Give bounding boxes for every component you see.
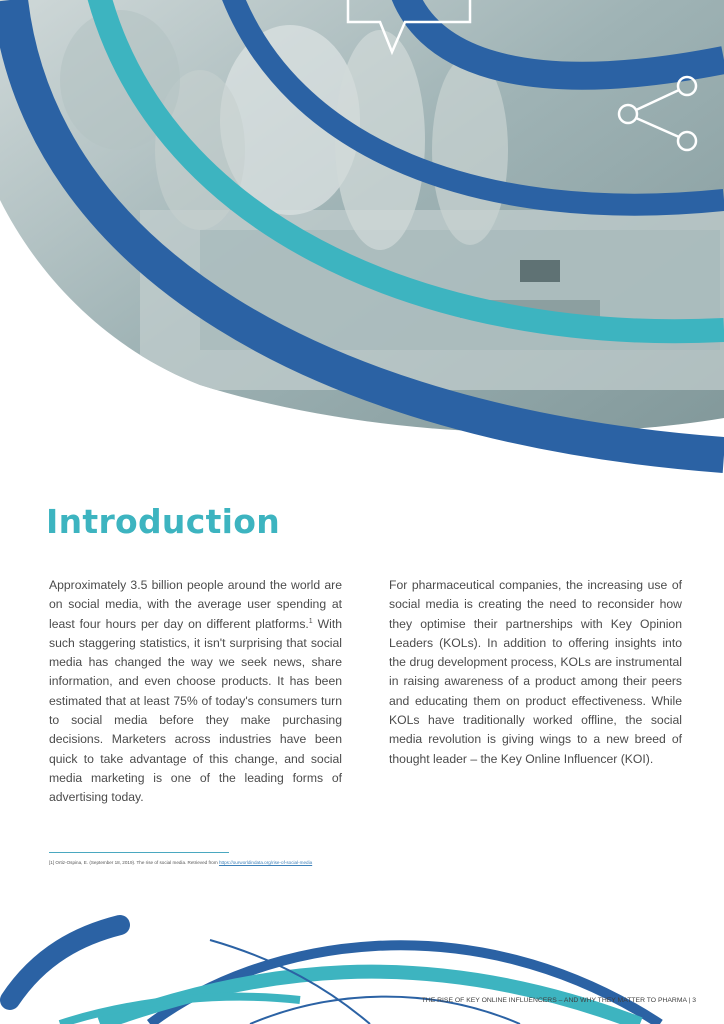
hero-photo: [0, 0, 724, 500]
footnote-marker: 1: [308, 617, 313, 625]
footnote-text: Ortiz-Ospina, E. (September 18, 2019). The rise of social media. Retrieved from: [54, 860, 219, 865]
paragraph-text: Approximately 3.5 billion people around the world are on social media, with the average user spending at least four hours per day on different platforms.: [49, 578, 342, 631]
page-footer: THE RISE OF KEY ONLINE INFLUENCERS – AND WHY THEY MATTER TO PHARMA | 3: [421, 997, 696, 1004]
hero-image: [0, 0, 724, 500]
footnote-divider: [49, 852, 229, 853]
intro-column-left: [49, 576, 342, 808]
footnote-link[interactable]: https://ourworldindata.org/rise-of-social-media: [218, 860, 313, 865]
footnote-number: [1]: [49, 860, 55, 865]
footnote: [49, 860, 312, 865]
paragraph-text: With such staggering statistics, it isn't surprising that social media has changed the way we seek news, share information, and even choose products. It has been estimated that at least 75% of today's consumers turn to social media before they make purchasing decisions. Marketers across industries have been quick to take advantage of this change, and social media marketing is one of the leading forms of advertising today.: [49, 616, 342, 805]
page-title: Introduction: [46, 502, 281, 541]
intro-column-right: [389, 576, 682, 769]
paragraph-text: For pharmaceutical companies, the increasing use of social media is creating the need to reconsider how they optimise their partnerships with Key Opinion Leaders (KOLs). In addition to offering insights into the drug development process, KOLs are instrumental in raising awareness of a product among their peers and educating them on product effectiveness. While KOLs have traditionally worked offline, the social media revolution is giving wings to a new breed of thought leader – the Key Online Influencer (KOI).: [389, 578, 682, 766]
